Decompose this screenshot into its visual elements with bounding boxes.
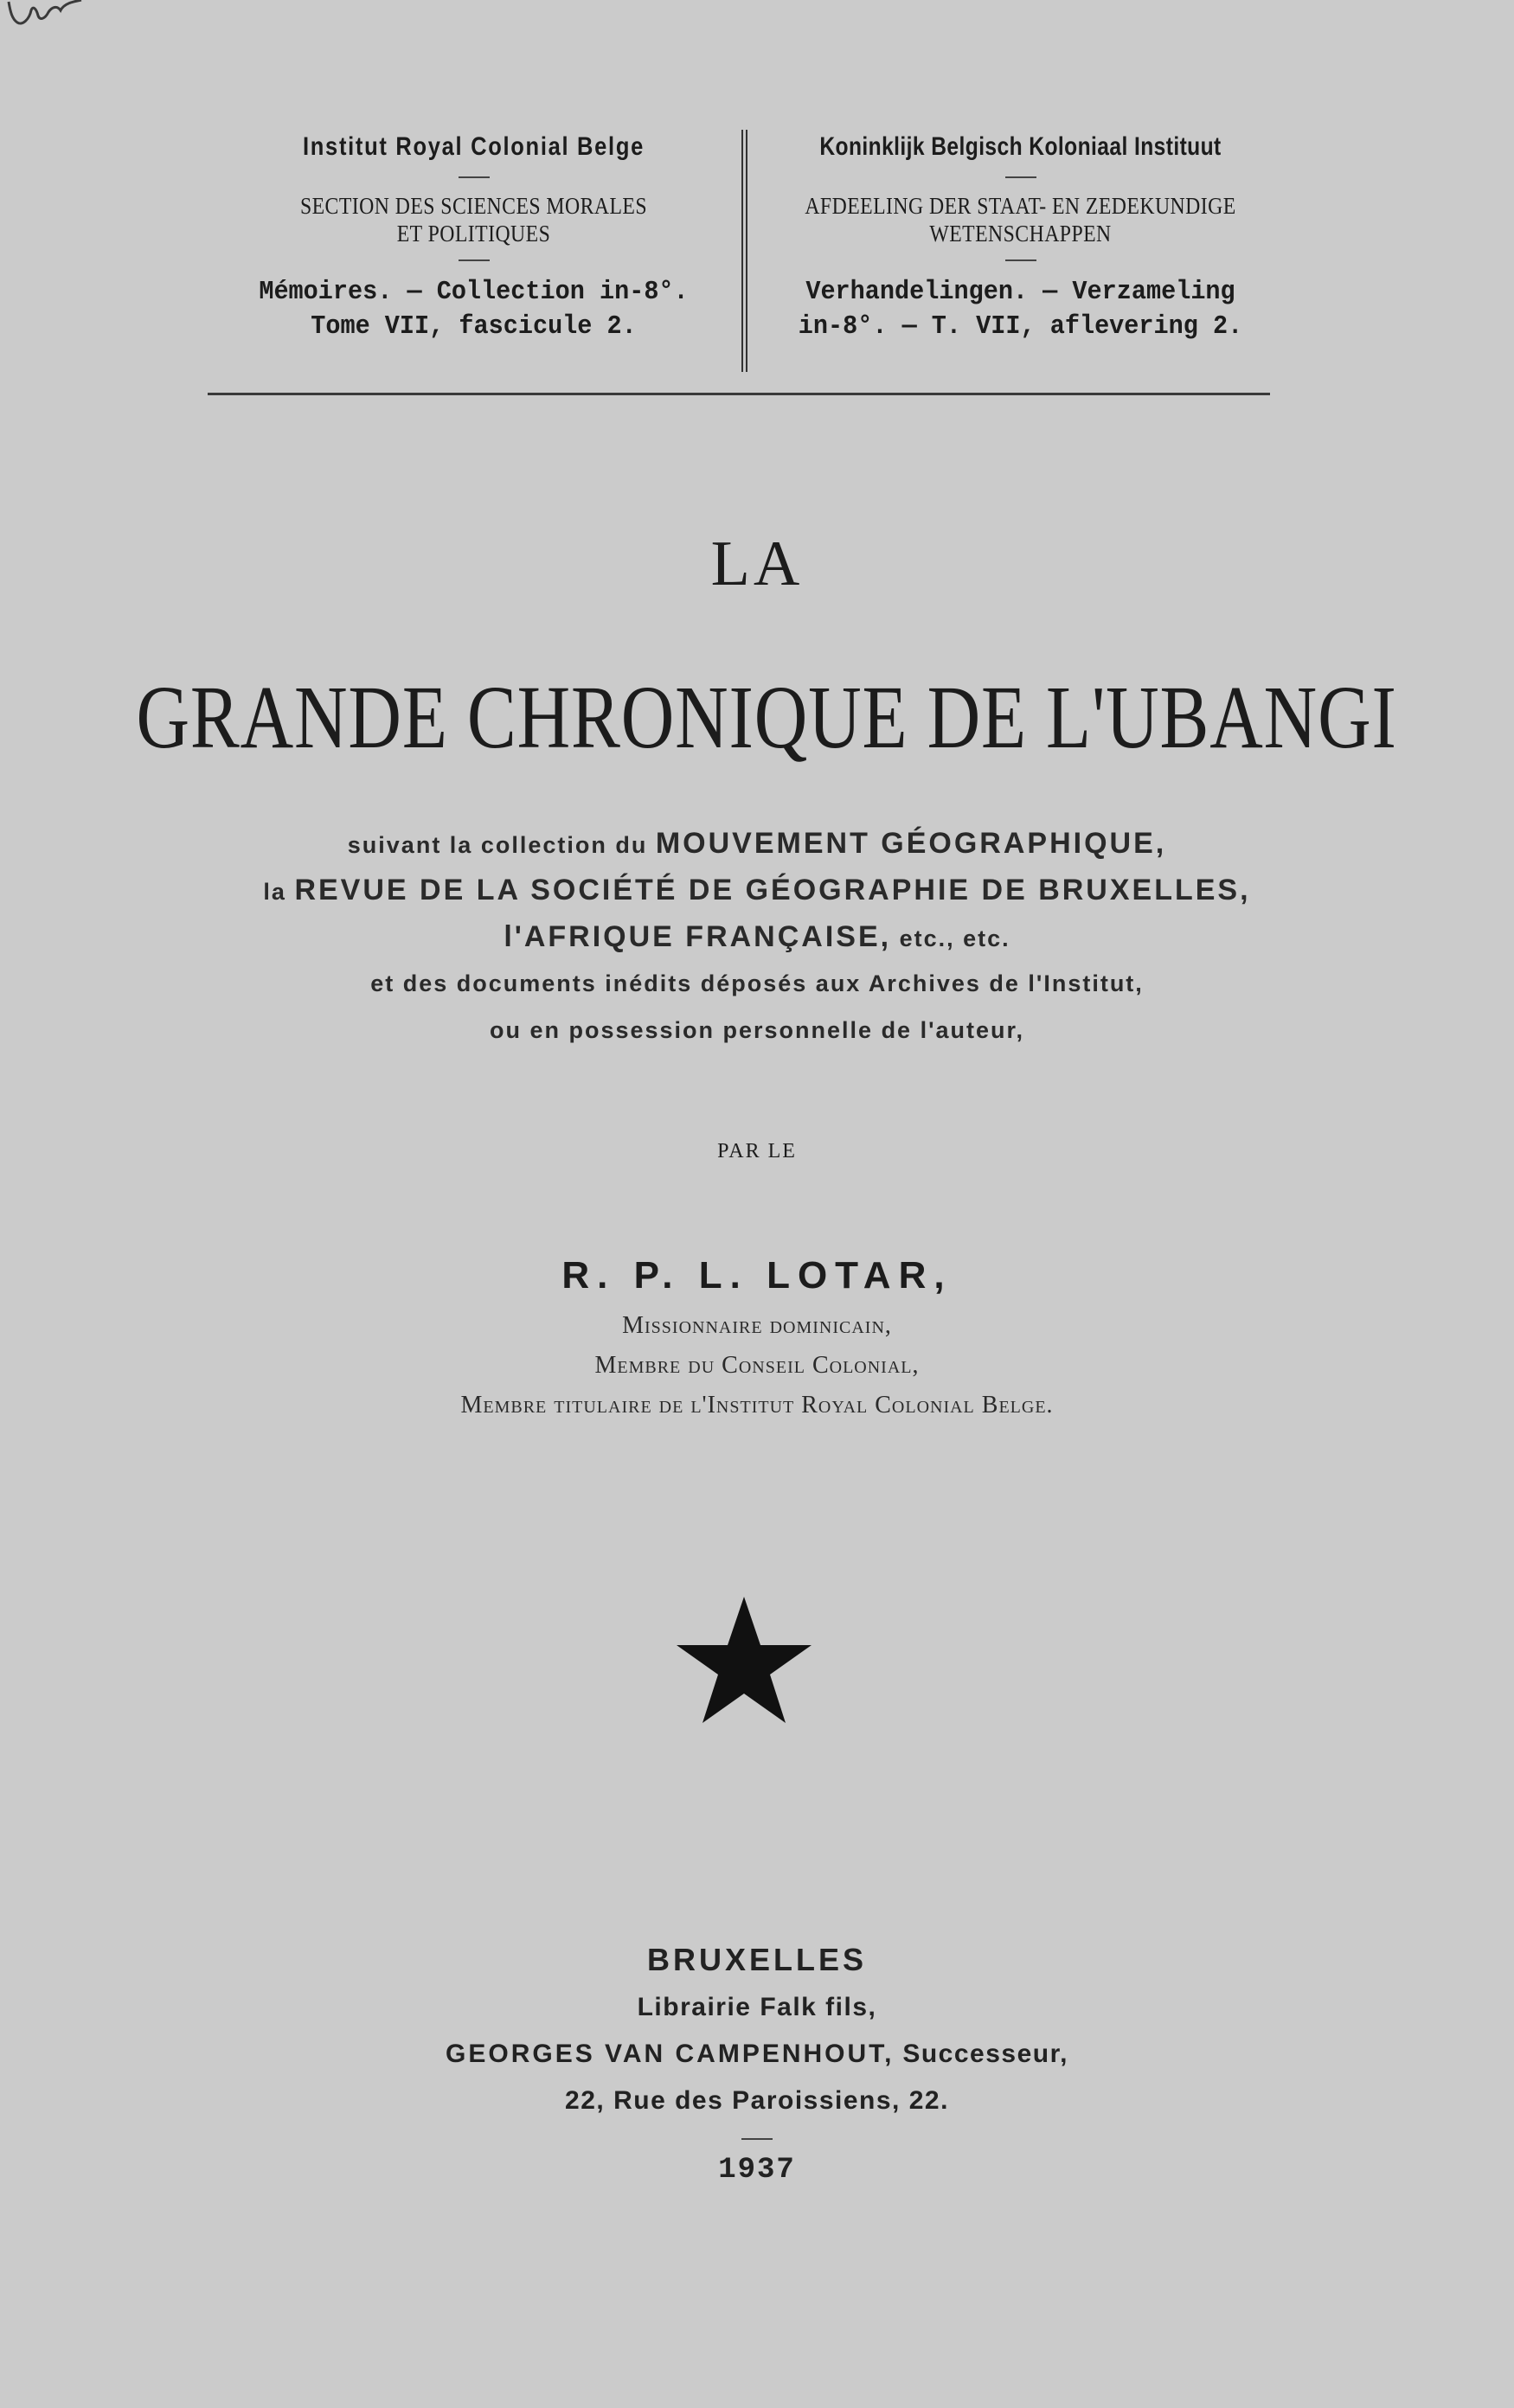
handwritten-mark: [3, 0, 99, 35]
subtitle-line: [0, 867, 1514, 913]
section-line-1-fr: SECTION DES SCIENCES MORALES: [299, 193, 648, 219]
author-name: R. P. L. LOTAR,: [561, 1254, 953, 1297]
subtitle-emphasis: MOUVEMENT GÉOGRAPHIQUE,: [655, 827, 1167, 860]
author-roles: [0, 1306, 1514, 1425]
subtitle-emphasis: REVUE DE LA SOCIÉTÉ DE GÉOGRAPHIE DE BRUXELLES,: [294, 874, 1251, 906]
section-line-2-nl: WETENSCHAPPEN: [929, 221, 1112, 247]
header-block: [208, 130, 1289, 411]
subtitle-text: et des documents inédits déposés aux Archives de l'Institut,: [370, 970, 1144, 996]
section-line-2-fr: ET POLITIQUES: [396, 221, 551, 247]
institution-name-nl: Koninklijk Belgisch Koloniaal Instituut: [819, 132, 1222, 161]
by-label: PAR LE: [717, 1140, 797, 1162]
institution-name-fr: Institut Royal Colonial Belge: [302, 132, 645, 161]
column-separator: [741, 130, 747, 372]
subtitle-emphasis: l'AFRIQUE FRANÇAISE,: [504, 920, 892, 953]
series-line-1-fr: Mémoires. — Collection in-8°.: [259, 277, 689, 307]
series-line-2-nl: in-8°. — T. VII, aflevering 2.: [798, 311, 1243, 342]
title-article: LA: [710, 528, 804, 599]
publisher-name: Librairie Falk fils,: [637, 1993, 877, 2021]
publisher-address: 22, Rue des Paroissiens, 22.: [565, 2086, 949, 2115]
subtitle-line: [0, 913, 1514, 960]
author-role: Membre du Conseil Colonial,: [594, 1352, 920, 1379]
subtitle-line: [0, 1007, 1514, 1054]
subtitle-line: [0, 960, 1514, 1007]
subtitle-text: ou en possession personnelle de l'auteur,: [489, 1017, 1025, 1043]
divider: [459, 176, 490, 178]
divider: [741, 2138, 773, 2140]
author-role: Membre titulaire de l'Institut Royal Colonial Belge.: [460, 1392, 1054, 1419]
publication-city: BRUXELLES: [646, 1942, 868, 1977]
section-line-1-nl: AFDEELING DER STAAT- EN ZEDEKUNDIGE: [805, 193, 1236, 219]
subtitle-block: [0, 820, 1514, 1054]
imprint-block: [0, 1936, 1514, 2187]
successor-line: [0, 2031, 1514, 2078]
successor-label: Successeur,: [894, 2040, 1068, 2068]
divider: [459, 259, 490, 261]
page-title: GRANDE CHRONIQUE DE L'UBANGI: [136, 668, 1397, 767]
header-rule: [208, 393, 1270, 395]
author-role: Missionnaire dominicain,: [622, 1312, 892, 1339]
successor-name: GEORGES VAN CAMPENHOUT,: [446, 2040, 895, 2068]
header-column-dutch: [754, 130, 1286, 344]
divider: [1005, 259, 1036, 261]
divider: [1005, 176, 1036, 178]
subtitle-text: etc., etc.: [891, 925, 1010, 951]
header-column-french: [208, 130, 740, 344]
publication-year: 1937: [718, 2154, 796, 2187]
series-line-2-fr: Tome VII, fascicule 2.: [311, 311, 637, 342]
subtitle-line: [0, 820, 1514, 867]
series-line-1-nl: Verhandelingen. — Verzameling: [805, 277, 1235, 307]
star-icon: [670, 1591, 818, 1730]
subtitle-text: la: [263, 879, 295, 905]
subtitle-text: suivant la collection du: [347, 832, 656, 858]
